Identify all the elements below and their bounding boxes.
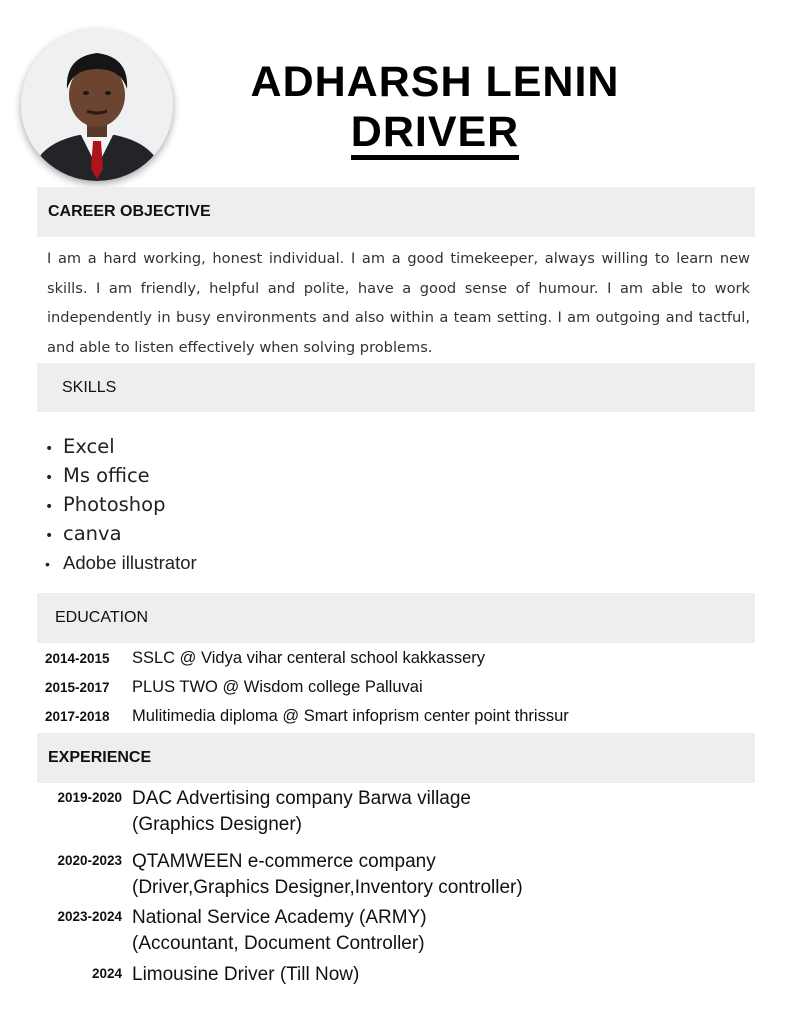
experience-years: 2020-2023 xyxy=(57,853,122,868)
bullet-icon: • xyxy=(45,441,54,457)
job-title-text: DRIVER xyxy=(351,109,519,160)
experience-company: QTAMWEEN e-commerce company xyxy=(132,851,436,872)
bullet-icon: • xyxy=(45,528,54,544)
experience-header xyxy=(37,733,755,783)
career-objective-text: I am a hard working, honest individual. I am a good timekeeper, always willing to learn new skills. I am friendly, helpful and polite, have a good sense of humour. I am able to work independently in busy environments and also within a team setting. I am outgoing and tactful, and able to listen effectively when solving problems. xyxy=(47,250,750,356)
experience-years: 2023-2024 xyxy=(57,909,122,924)
experience-row xyxy=(45,849,523,901)
skill-item: • Adobe illustrator xyxy=(45,548,197,577)
experience-years: 2024 xyxy=(91,966,122,981)
experience-role: (Accountant, Document Controller) xyxy=(132,933,425,954)
skills-title: SKILLS xyxy=(62,378,117,396)
skill-item: • canva xyxy=(45,519,197,548)
experience-row xyxy=(45,962,359,988)
education-header xyxy=(37,593,755,643)
education-years: 2015-2017 xyxy=(45,680,110,695)
career-objective-title: CAREER OBJECTIVE xyxy=(48,203,211,220)
skill-item: • Excel xyxy=(45,432,197,461)
skill-item: • Ms office xyxy=(45,461,197,490)
experience-company: DAC Advertising company Barwa village xyxy=(132,788,471,809)
job-title xyxy=(200,108,670,160)
skill-item: • Photoshop xyxy=(45,490,197,519)
education-text: Mulitimedia diploma @ Smart infoprism center point thrissur xyxy=(132,707,569,725)
skills-list xyxy=(45,432,197,577)
career-objective-header xyxy=(37,187,755,237)
experience-company: Limousine Driver (Till Now) xyxy=(132,964,360,985)
education-row xyxy=(45,675,423,699)
education-row xyxy=(45,646,485,670)
experience-row xyxy=(45,905,427,957)
education-row xyxy=(45,704,569,728)
education-years: 2014-2015 xyxy=(45,651,110,666)
education-text: SSLC @ Vidya vihar centeral school kakkassery xyxy=(132,649,486,667)
bullet-icon: • xyxy=(45,470,54,486)
person-portrait-icon xyxy=(21,29,173,181)
profile-photo xyxy=(21,29,173,181)
experience-title: EXPERIENCE xyxy=(48,749,152,766)
experience-role: (Graphics Designer) xyxy=(132,814,302,835)
education-text: PLUS TWO @ Wisdom college Palluvai xyxy=(132,678,423,696)
experience-row xyxy=(45,786,471,838)
experience-company: National Service Academy (ARMY) xyxy=(132,907,427,928)
education-years: 2017-2018 xyxy=(45,709,110,724)
skills-header xyxy=(37,363,755,412)
experience-role: (Driver,Graphics Designer,Inventory controller) xyxy=(132,877,523,898)
bullet-icon: • xyxy=(45,556,50,572)
education-title: EDUCATION xyxy=(55,609,149,626)
bullet-icon: • xyxy=(45,499,54,515)
candidate-name: ADHARSH LENIN xyxy=(250,58,620,106)
experience-years: 2019-2020 xyxy=(57,790,122,805)
